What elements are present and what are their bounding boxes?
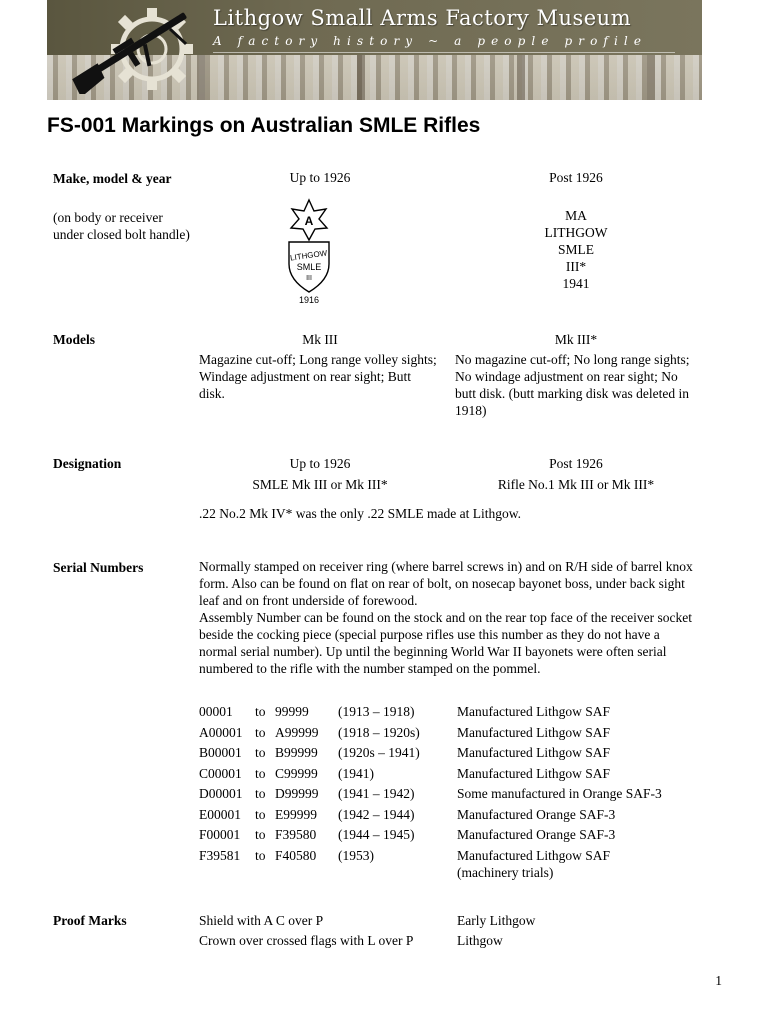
proof-marks-label: Proof Marks (53, 913, 127, 928)
range-to-word: to (255, 724, 266, 740)
designation-col2-heading: Post 1926 (549, 456, 603, 471)
page-number: 1 (715, 973, 722, 988)
make-col1-heading: Up to 1926 (289, 170, 351, 185)
logo-line-3: III (306, 275, 312, 282)
range-note: Manufactured Lithgow SAF (457, 847, 610, 863)
range-note: Manufactured Orange SAF-3 (457, 806, 616, 822)
designation-col1-heading: Up to 1926 (289, 456, 351, 471)
range-to: B99999 (275, 745, 318, 760)
range-years: (1941) (338, 765, 374, 781)
serial-range-row (199, 785, 662, 806)
range-note: Manufactured Lithgow SAF (457, 704, 610, 719)
serial-range-row (199, 724, 662, 745)
serial-range-row (199, 744, 662, 765)
make-label: Make, model & year (53, 171, 172, 186)
range-years: (1942 – 1944) (338, 806, 415, 822)
range-years: (1953) (338, 847, 374, 863)
serial-range-row (199, 847, 662, 881)
range-to-word: to (255, 827, 266, 842)
range-from: 00001 (199, 704, 233, 719)
post-1926-mark-line-4: III* (565, 259, 587, 274)
serial-range-table (199, 703, 662, 881)
models-col1-text: Magazine cut-off; Long range volley sights; Windage adjustment on rear sight; Butt disk. (199, 352, 437, 401)
range-note: Some manufactured in Orange SAF-3 (457, 786, 662, 801)
logo-line-1: LITHGOW (289, 248, 328, 263)
serial-range-row (199, 703, 662, 724)
logo-letter: A (304, 214, 314, 228)
post-1926-mark-line-2: LITHGOW (544, 225, 608, 240)
range-years: (1920s – 1941) (338, 745, 420, 760)
serial-range-row (199, 765, 662, 786)
range-to-word: to (255, 704, 266, 719)
designation-col2-value: Rifle No.1 Mk III or Mk III* (497, 477, 655, 492)
make-note: (on body or receiver under closed bolt handle) (53, 210, 190, 242)
range-from: A00001 (199, 724, 243, 740)
banner-beam (357, 55, 365, 100)
designation-note: .22 No.2 Mk IV* was the only .22 SMLE made at Lithgow. (199, 506, 521, 521)
serial-paragraph-2: Assembly Number can be found on the stock and on the rear top face of the receiver socket beside the cocking piece (special purpose rifles use this number as they do not have a normal serial number). Up until the beginning World War II bayonets were often serial numbered to the rifle with the number stamped on the pommel. (199, 610, 692, 676)
banner-beam (517, 55, 525, 100)
designation-col1-value: SMLE Mk III or Mk III* (252, 477, 388, 492)
proof-mark-2: Crown over crossed flags with L over P (199, 933, 414, 948)
lithgow-shield-mark-icon (283, 198, 339, 306)
range-to: D99999 (275, 786, 319, 801)
post-1926-mark-line-3: SMLE (557, 242, 594, 257)
rifle-icon (55, 4, 205, 94)
range-to: A99999 (275, 724, 319, 740)
range-to-word: to (255, 806, 266, 822)
range-from: B00001 (199, 745, 242, 760)
range-from: E00001 (199, 806, 241, 822)
banner-title: Lithgow Small Arms Factory Museum (213, 6, 632, 30)
range-years: (1941 – 1942) (338, 786, 415, 801)
range-note: Manufactured Lithgow SAF (457, 765, 610, 781)
museum-banner (47, 0, 702, 100)
range-to: F40580 (275, 847, 317, 863)
range-years: (1918 – 1920s) (338, 724, 420, 740)
range-to: F39580 (275, 827, 317, 842)
range-note-secondary: (machinery trials) (457, 864, 554, 880)
serial-range-row (199, 806, 662, 827)
range-note-cell (457, 847, 662, 881)
range-to-word: to (255, 786, 266, 801)
range-years: (1944 – 1945) (338, 827, 415, 842)
post-1926-mark-line-5: 1941 (562, 276, 590, 291)
proof-mark-1: Shield with A C over P (199, 913, 324, 928)
range-note: Manufactured Lithgow SAF (457, 745, 610, 760)
range-from: F00001 (199, 827, 241, 842)
range-from: C00001 (199, 765, 242, 781)
range-to-word: to (255, 765, 266, 781)
serial-paragraph-1: Normally stamped on receiver ring (where barrel screws in) and on R/H side of barrel knox form. Also can be found on flat on rear of bolt, on nosecap bayonet boss, under back sight leaf and on front underside of forewood. (199, 559, 693, 608)
serial-numbers-label: Serial Numbers (53, 560, 144, 575)
proof-maker-2: Lithgow (457, 933, 503, 948)
range-years: (1913 – 1918) (338, 704, 415, 719)
range-to: E99999 (275, 806, 317, 822)
logo-year: 1916 (298, 295, 320, 305)
range-from: F39581 (199, 847, 241, 863)
models-col2-text: No magazine cut-off; No long range sights; No windage adjustment on rear sight; No butt disk. (butt marking disk was deleted in 1918) (455, 352, 690, 418)
banner-beam (647, 55, 655, 100)
range-from: D00001 (199, 786, 243, 801)
models-col2-heading: Mk III* (554, 332, 598, 347)
banner-rule (213, 52, 675, 53)
models-label: Models (53, 332, 95, 347)
range-note: Manufactured Orange SAF-3 (457, 827, 616, 842)
make-col2-heading: Post 1926 (549, 170, 603, 185)
document-title: FS-001 Markings on Australian SMLE Rifles (47, 114, 481, 137)
banner-subtitle: A factory history ~ a people profile (213, 34, 648, 48)
range-to: C99999 (275, 765, 318, 781)
range-to: 99999 (275, 704, 309, 719)
serial-range-row (199, 826, 662, 847)
range-note: Manufactured Lithgow SAF (457, 724, 610, 740)
proof-maker-1: Early Lithgow (457, 913, 536, 928)
designation-label: Designation (53, 456, 122, 471)
logo-line-2: SMLE (296, 262, 322, 272)
range-to-word: to (255, 745, 266, 760)
models-col1-heading: Mk III (302, 332, 338, 347)
range-to-word: to (255, 847, 266, 863)
post-1926-mark-line-1: MA (565, 208, 587, 223)
